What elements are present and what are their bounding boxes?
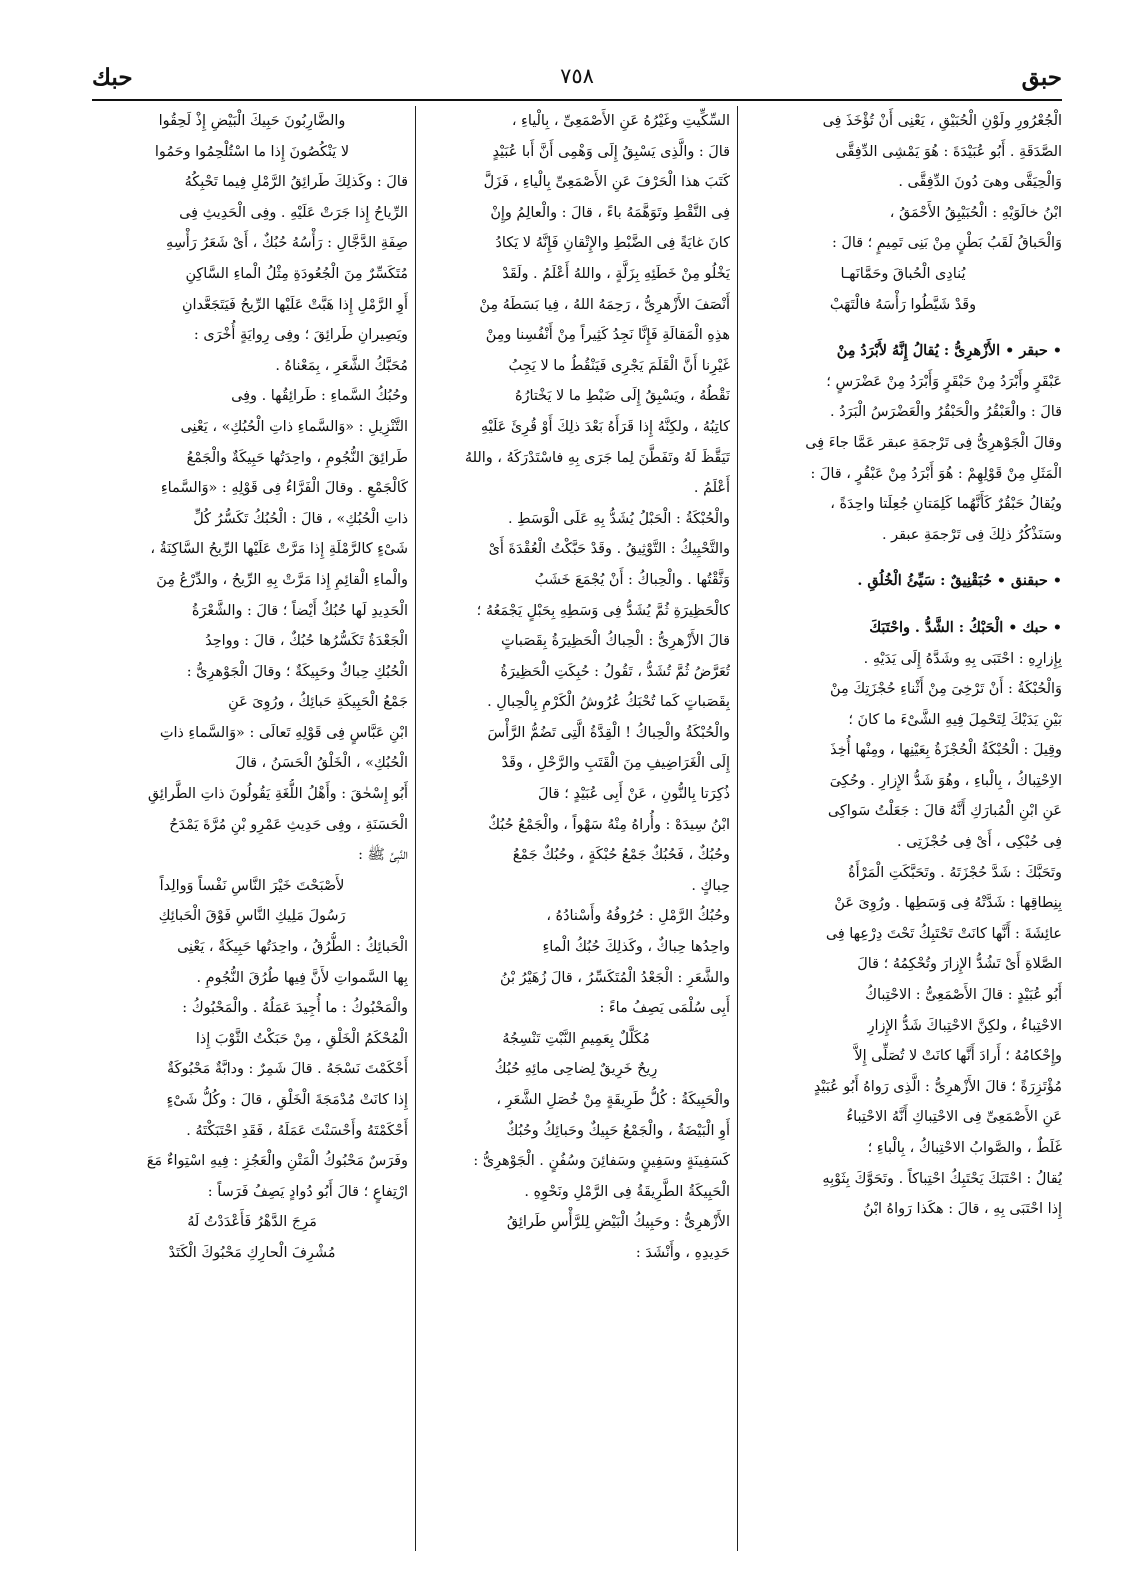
page-header: [92, 58, 1062, 96]
entry-headword-line: • حبقر • الأَزْهرِىُّ : يُقالُ إِنَّهُ لأَبْرَدُ مِنْ: [836, 342, 1062, 360]
text-line: قالَ : والْعَبْقُرُ والْحَبْقُرُ والْعَضْرَسُ الْبَرَدُ .: [830, 404, 1062, 421]
text-line: بِها السَّمواتِ لأَنَّ فِيها طُرُقَ النُّجُومِ .: [196, 969, 408, 986]
column-separator: [737, 106, 738, 1551]
text-line: أَنْصَفَ الأَزْهرِىُّ ، رَحِمَهُ اللهُ ، فِيا بَسَطَهُ مِنْ: [479, 296, 730, 313]
text-line: يَخْلُو مِنْ خَطَئِهِ بِزَلَّةٍ ، واللهُ أَعْلَمُ . ولَقَدْ: [502, 265, 730, 282]
text-line: مُحَبَّكُ الشَّعَرِ ، بِمَعْناهُ .: [275, 357, 408, 374]
text-line: واحِدُها حِباكٌ ، وكَذلِكَ حُبُكُ الْماءِ: [542, 939, 730, 956]
header-right-word: حبق: [1021, 63, 1062, 91]
text-line: الْجَعْدَةُ تَكَسُّرُها حُبُكٌ ، قالَ : وواحِدُ: [205, 633, 408, 650]
text-line: حِباكٍ .: [691, 877, 730, 894]
text-line: ارْتِفاعٍ ؛ قالَ أَبُو دُوادٍ يَصِفُ فَرَساً :: [207, 1183, 408, 1200]
text-line: تُعَرَّضُ ثُمَّ تُشَدُّ ، تَقُولُ : حُبِكَتِ الْحَظِيرَةُ: [500, 663, 730, 680]
verse-line: مُشْرِفَ الْحارِكِ مَحْبُوكَ الْكَتَدْ: [168, 1244, 336, 1261]
entry-headword-line: • حبك • الْحَبْكُ : الشَّدُّ . واحْتَبَكَ: [869, 618, 1062, 636]
verse-line: لأَصْبَحْتَ خَيْرَ النَّاسِ نَفْساً وَوالِداً: [159, 877, 345, 894]
text-line: السِّكِّيتِ وغَيْرُهُ عَنِ الأَصْمَعِىِّ ، بِالْياءِ ،: [511, 113, 730, 129]
text-line: أَعْلَمُ .: [693, 480, 730, 497]
text-line: الاِحْتِباكُ ، بِالْباءِ ، وهُوَ شَدُّ الإِزارِ . وحُكِىَ: [829, 772, 1062, 789]
text-line: حَدِيدِهِ ، وأَنْشَدَ :: [635, 1244, 730, 1261]
text-line: كَتَبَ هذا الْحَرْفَ عَنِ الأَصْمَعِىِّ بِالْياءِ ، فَزَلَّ: [483, 174, 730, 191]
text-line: والْحُبْكَةُ والْحِباكُ ! الْقِدَّةُ الَّتِى تَضُمُّ الرَّأْسَ: [487, 724, 730, 741]
text-line: قالَ : والَّذِى يَسْبِقُ إِلَى وَهْمِى أَنَّ أَبا عُبَيْدٍ: [492, 143, 730, 160]
text-line: قالَ الأَزْهرِىُّ : الْحِباكُ الْحَظِيرَةُ بِقَصَباتٍ: [501, 633, 730, 650]
text-line: كَسَفِينَةٍ وسَفِينٍ وسَفائِنَ وسُفُنٍ . الْجَوْهرِىُّ :: [473, 1153, 730, 1170]
entry-headword-line: • حبقنق • حُبَقْنِيقٌ : سَيِّئُ الْخُلُقِ .: [857, 572, 1062, 590]
text-line: كَالْجَمْعِ . وقالَ الْفَرَّاءُ فِى قَوْلِهِ : «وَالسَّماءِ: [160, 480, 408, 497]
column-middle: [422, 106, 730, 1551]
text-line: بَيْنِ يَدَيْكَ لِتَحْمِلَ فِيهِ الشَّىْءَ ما كانَ ؛: [848, 711, 1062, 728]
column-separator: [415, 106, 416, 1551]
text-line: غَيْرِنا أَنَّ الْقَلَمَ يَجْرِى فَيَنْقُطُ ما لا يَجِبُ: [508, 357, 730, 374]
text-line: وقالَ الْجَوْهرِىُّ فِى تَرْجمَةِ عبقر عَمَّا جاءَ فِى: [805, 434, 1062, 451]
text-line: فِى حُبْكِى ، أَىْ فِى حُجْزَتِى .: [897, 834, 1062, 851]
text-line: الرِّياحُ إِذا جَرَتْ عَلَيْهِ . وفِى الْحَدِيثِ فِى: [179, 204, 408, 221]
text-line: بِنِطاقِها : شَدَّتْهُ فِى وَسَطِها . ورُوِىَ عَنْ: [834, 895, 1062, 912]
text-line: ابْنُ خالَوَيْهِ : الْحُبَيْبِقُ الأَحْمَقُ ،: [889, 204, 1062, 221]
page-number: ٧٥٨: [560, 64, 594, 88]
text-line: إِذا كانَتْ مُدْمَجَةَ الْخَلْقِ ، قالَ : وكُلُّ شَىْءٍ: [166, 1092, 408, 1108]
text-line: وحُبُكٌ ، فَحُبُكٌ جَمْعُ حُبْكَةٍ ، وحُبُكٌ جَمْعُ: [512, 847, 730, 864]
text-line: بِإِزارِهِ : احْتَبَى بِهِ وشَدَّهُ إِلَى يَدَيْهِ .: [863, 650, 1062, 667]
text-line: والتَّحْبِيكُ : التَّوْثِيقُ . وقَدْ حَبَّكْتُ الْعُقْدَةَ أَىْ: [488, 541, 730, 558]
text-line: ذاتِ الْحُبُكِ» ، قالَ : الْحُبُكُ تَكَسُّرُ كُلِّ: [193, 510, 408, 527]
entry-gap: [744, 550, 1062, 566]
text-line: طَرائِقَ النُّجُومِ ، واحِدَتُها حَبِيكَةٌ والْجَمْعُ: [186, 449, 408, 466]
text-line: الْحَسَنَةِ ، وفِى حَدِيثِ عَمْرِو بْنِ مُرَّةَ يَمْدَحُ: [169, 816, 408, 833]
text-line: إِلَى الْغَرَاضِيفِ مِنَ الْقَتَبِ والرَّحْلِ ، وقَدْ: [501, 755, 730, 772]
verse-line: يُنادِى الْحُباقَ وحَمَّانَهـا: [840, 265, 966, 282]
verse-line: والضَّارِبُونَ حَبِيكَ الْبَيْضِ إِذْ لَحِقُوا: [158, 113, 346, 129]
text-line: نَقْطُهُ ، ويَسْبِقُ إِلَى ضَبْطِ ما لا يَخْتارُهُ: [514, 388, 730, 405]
text-line: قالَ : وكَذلِكَ طَرائِقُ الرَّمْلِ فِيما تَحْبِكُهُ: [184, 174, 408, 191]
text-line: ابْنِ عَبَّاسٍ فِى قَوْلِهِ تَعالَى : «وَالسَّماءِ ذاتِ: [159, 724, 408, 741]
text-line: فِى النَّقْطِ وتَوَهَّمَهُ باءً ، قالَ : والْعالِمُ وإِنْ: [490, 204, 730, 221]
text-line: والْمَحْبُوكُ : ما أُجِيدَ عَمَلُهُ . والْمَحْبُوكُ :: [182, 1000, 408, 1017]
text-line: والشَّعَرِ : الْجَعْدُ الْمُتَكَسِّرُ ، قالَ زُهَيْرُ بْنُ: [499, 969, 730, 986]
text-line: عَنِ الأَصْمَعِىِّ فِى الاحْتِباكِ أَنَّهُ الاحْتِباءُ: [846, 1109, 1062, 1126]
text-line: الصَّلاةِ أَىْ تَشُدُّ الإِزارَ وتُحْكِمُهُ ؛ قالَ: [857, 956, 1062, 973]
text-line: وحُبُكُ الرَّمْلِ : حُرُوفُهُ وأَسْنادُهُ ،: [546, 908, 730, 925]
text-line: الْحُبُكِ حِباكٌ وحَبِيكَةٌ ؛ وقالَ الْجَوْهرِىُّ :: [186, 663, 408, 680]
text-line: بِقَصَباتٍ كَما تُحْبَكُ عُرُوشُ الْكَرْمِ بِالْحِبالِ .: [487, 694, 730, 711]
text-line: ويَصِيرانِ طَرائِقَ ؛ وفِى رِوايَةٍ أُخْرَى :: [193, 327, 408, 344]
text-line: التَّنْزِيلِ : «وَالسَّماءِ ذاتِ الْحُبُكِ» ، يَعْنِى: [180, 418, 408, 435]
text-line: الْمُحْكَمُ الْخَلْقِ ، مِنْ حَبَكْتُ الثَّوْبَ إِذا: [195, 1030, 408, 1047]
text-line: والْحَبِيكَةُ : كُلُّ طَرِيقَةٍ مِنْ خُصَلِ الشَّعَرِ ،: [496, 1092, 730, 1108]
text-line: ابْنُ سِيدَهْ : وأُراهُ مِنْهُ سَهْواً ، والْجَمْعُ حُبُكٌ: [488, 816, 730, 833]
verse-line: رَسُولَ مَلِيكِ النَّاسِ فَوْقَ الْحَبائِكِ: [158, 908, 346, 925]
verse-line: مُكَلَّلٌ بِعَمِيمِ النَّبْتِ تَنْسِجُهُ: [502, 1030, 650, 1047]
text-line: الْحَدِيدِ لَها حُبُكٌ أَيْضاً ؛ قالَ : والشَّعْرَةُ: [191, 602, 408, 619]
entry-gap: [744, 320, 1062, 336]
text-line: عائِشَةَ : أَنَّها كانَتْ تَحْتَبِكُ تَحْتَ دِرْعِها فِى: [825, 925, 1062, 942]
text-line: هذِهِ الْمَقالَةِ فَإِنَّا نَجِدُ كَثِيراً مِنْ أَنْفُسِنا ومِنْ: [485, 327, 730, 344]
text-line: عَبْقَرٍ وأَبْرَدُ مِنْ حَبْقَرٍ وَأَبْرَدُ مِنْ عَضْرَسٍ ؛: [826, 373, 1062, 390]
text-line: النَّبِىَّ ﷺ :: [358, 847, 408, 864]
verse-line: لا يَنْكُصُونَ إِذا ما اسْتُلْحِمُوا وحَمُوا: [154, 143, 350, 160]
verse-line: وقَدْ شَيَّطُوا رَأْسَهُ فالْتَهَبْ: [829, 296, 977, 313]
text-line: أَبُو إِسْحٰقَ : وأَهْلُ اللُّغَةِ يَقُولُونَ ذاتِ الطَّرائِقِ: [147, 786, 408, 803]
text-line: يُقالُ : احْتَبَكَ يَحْتَبِكُ احْتِباكاً . وتَحَوَّكَ بِثَوْبِهِ: [822, 1170, 1062, 1187]
text-line: والْماءِ الْقائِمِ إِذا مَرَّتْ بِهِ الرِّيحُ ، والدِّرْعُ مِنَ: [156, 571, 408, 588]
text-line: أَبِى سُلْمَى يَصِفُ ماءً :: [599, 1000, 730, 1017]
text-line: وقِيلَ : الْحُبْكَةُ الْحُجْزَةُ بِعَيْنِها ، ومِنْها أُخِذَ: [830, 742, 1062, 759]
text-line: أَبُو عُبَيْدٍ : قالَ الأَصْمَعِىُّ : الاحْتِباكُ: [865, 987, 1062, 1004]
text-line: وَالْحَباقُ لَقَبُ بَطْنٍ مِنْ بَنِى تَمِيمٍ ؛ قالَ :: [831, 235, 1062, 252]
text-line: إِذا احْتَبَى بِهِ ، قالَ : هكَذا رَواهُ ابْنُ: [863, 1201, 1062, 1218]
text-line: وتَحَبَّكَ : شَدَّ حُجْزَتَهُ . وتَحَبَّكَتِ الْمَرْأَةُ: [848, 864, 1062, 881]
text-line: جَمْعُ الْحَبِيكَةِ حَبائِكُ ، ورُوِىَ عَنِ: [228, 694, 408, 711]
text-line: أَوِ الْبَيْضَةُ ، والْجَمْعُ حَبِيكٌ وحَبائِكُ وحُبُكٌ: [506, 1122, 730, 1139]
column-left: [96, 106, 408, 1551]
entry-gap: [744, 597, 1062, 613]
text-line: كانَ غايَةً فِى الضَّبْطِ والإِتْقانِ فَإِنَّهُ لا يَكادُ: [495, 235, 730, 252]
header-left-word: حبك: [92, 63, 133, 91]
text-line: الْحَبائِكُ : الطُّرُقُ ، واحِدَتُها حَبِيكَةٌ ، يَعْنِى: [177, 939, 408, 956]
text-line: الأَزْهرِىُّ : وحَبِيكُ الْبَيْضِ لِلرَّأْسِ طَرائِقُ: [506, 1214, 730, 1231]
text-line: وَالْحِيَقَّى وهىَ دُونَ الدِّفِقَّى .: [898, 174, 1062, 191]
header-rule: [92, 99, 1062, 101]
text-line: ويُقالُ حَبْقُرٌ كَأَنَّهُما كَلِمَتانِ جُعِلَتا واحِدَةً ،: [830, 496, 1062, 513]
text-line: وَالْحُبْكَةُ : أَنْ تَرْخِىَ مِنْ أَثْناءِ حُجْزَتِكَ مِنْ: [830, 681, 1062, 698]
text-line: وإِحْكامُهُ ؛ أَرادَ أَنَّها كانَتْ لا تُصَلِّى إِلاَّ: [854, 1048, 1062, 1065]
text-line: كاتِبُهُ ، ولكِنَّهُ إِذا قَرَأَهُ بَعْدَ ذلِكَ أَوْ قُرِئَ عَلَيْهِ: [480, 418, 730, 435]
text-line: وفَرَسٌ مَحْبُوكُ الْمَتْنِ والْعَجُزِ : فِيهِ اسْتِواءٌ مَعَ: [146, 1153, 408, 1170]
text-line: والْحُبْكَةُ : الْحَبْلُ يُشَدُّ بِهِ عَلَى الْوَسَطِ .: [508, 510, 730, 527]
text-line: أَحْكَمْتَ نَسْجَهُ . قالَ شَمِرٌ : ودابَّةٌ مَحْبُوكَةٌ: [166, 1061, 408, 1078]
text-line: وحُبُكُ السَّماءِ : طَرائِقُها . وفِى: [231, 388, 408, 405]
text-line: وَثَّقْتُها . والْحِباكُ : أَنْ يُجْمَعَ خَشَبُ: [534, 571, 730, 588]
text-line: الْحَبِيكَةُ الطَّرِيقَةُ فِى الرَّمْلِ ونَحْوِهِ .: [524, 1183, 730, 1200]
text-line: الْمَثَلِ مِنْ قَوْلِهِمْ : هُوَ أَبْرَدُ مِنْ عَبْقُرٍ ، قالَ :: [810, 465, 1062, 482]
text-line: الصَّدَقَةِ . أَبُو عُبَيْدَةَ : هُوَ يَمْشِى الدِّفِقَّى: [835, 143, 1062, 160]
text-line: الْجُعْرُورِ ولَوْنِ الْحُبَيْقِ ، يَعْنِى أَنْ تُؤْخَذَ فِى: [822, 113, 1062, 129]
text-line: وسَنَذْكُرُ ذلِكَ فِى تَرْجمَةِ عبقر .: [882, 526, 1062, 543]
text-line: تَيَقَّظَ لَهُ وتَفَطَّنَ لِما جَرَى بِهِ فاسْتَدْرَكَهُ ، واللهُ: [464, 449, 730, 466]
text-line: عَنِ ابْنِ الْمُبارَكِ أَنَّهُ قالَ : جَعَلْتُ سَواكِى: [827, 803, 1062, 820]
text-line: أَحْكَمْتَهُ وأَحْسَنْتَ عَمَلَهُ ، فَقَدِ احْتَبَكْتَهُ .: [186, 1122, 408, 1139]
text-line: الْحُبُكِ» ، الْخَلْقُ الْحَسَنُ ، قالَ: [235, 755, 408, 772]
text-line: مُتَكَسِّرٌ مِنَ الْجُعُودَةِ مِثْلُ الْماءِ السَّاكِنِ: [185, 265, 408, 282]
text-line: شَىْءٍ كالرَّمْلَةِ إِذا مَرَّتْ عَلَيْها الرِّيحُ السَّاكِنَةُ ،: [150, 541, 408, 558]
column-right: [744, 106, 1062, 1551]
text-line: أَوِ الرَّمْلِ إِذا هَبَّتْ عَلَيْها الرِّيحُ فَيَتَجَعَّدانِ: [181, 296, 408, 313]
text-line: غَلَطٌ ، والصَّوابُ الاحْتِباكُ ، بِالْباءِ ؛: [867, 1140, 1062, 1156]
text-line: مُؤْتَزِرَةً ؛ قالَ الأَزْهرِىُّ : الَّذِى رَواهُ أَبُو عُبَيْدٍ: [813, 1078, 1062, 1095]
text-line: كالْحَظِيرَةِ ثُمَّ يُشَدُّ فِى وَسَطِهِ بِحَبْلٍ يَجْمَعُهُ ؛: [476, 602, 730, 619]
verse-line: رِيحٌ خَرِيقٌ لِضاحِى مائِهِ حُبُكُ: [494, 1061, 658, 1078]
verse-line: مَرِجَ الدَّهْرُ فَأَعْدَدْتُ لَهُ: [187, 1214, 317, 1231]
text-line: الاحْتِباءُ ، ولكِنَّ الاحْتِباكَ شَدُّ الإِزارِ: [867, 1017, 1062, 1034]
text-line: صِفَةِ الدَّجَّالِ : رَأْسُهُ حُبُكٌ ، أَىْ شَعَرُ رَأْسِهِ: [166, 235, 408, 252]
text-line: ذُكِرَتا بِالنُّونِ ، عَنْ أَبِى عُبَيْدٍ ؛ قالَ: [537, 786, 730, 803]
